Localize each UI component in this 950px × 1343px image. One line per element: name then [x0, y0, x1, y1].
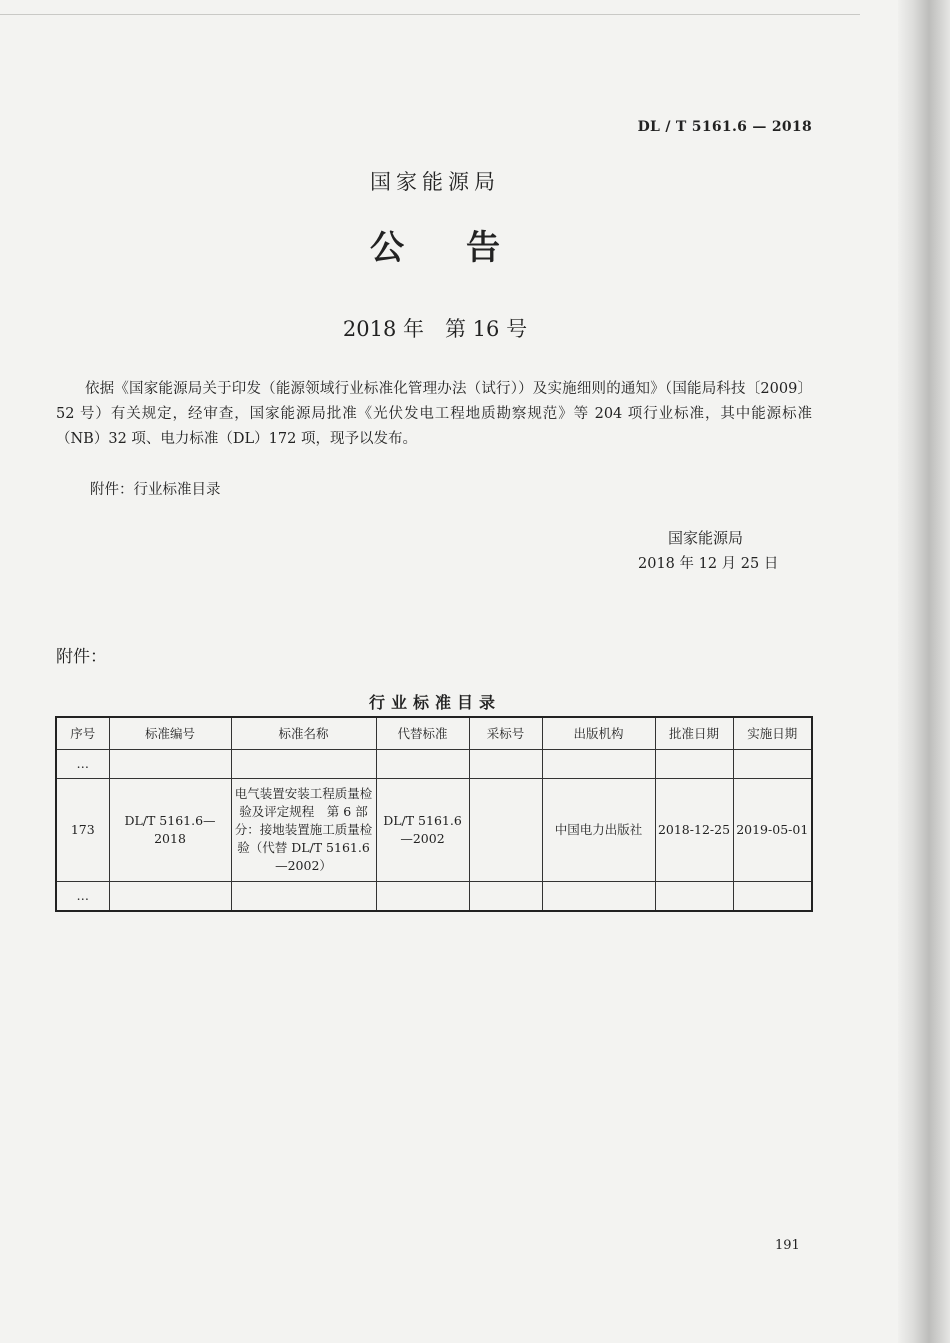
column-header: 实施日期	[733, 717, 812, 750]
approval-date-cell: 2018-12-25	[655, 779, 733, 882]
signature-date: 2018 年 12 月 25 日	[638, 556, 779, 572]
ellipsis-cell: …	[56, 750, 109, 779]
table-header-row	[56, 717, 812, 750]
seq-cell: 173	[56, 779, 109, 882]
scanned-page-edge	[898, 0, 950, 1343]
notice-body: 依据《国家能源局关于印发（能源领域行业标准化管理办法（试行））及实施细则的通知》（国能局科技〔2009〕52 号）有关规定，经审查，国家能源局批准《光伏发电工程地质勘察规范》等 204 项行业标准，其中能源标准（NB）32 项、电力标准（DL）172 项，现予以发布。	[56, 381, 812, 447]
standard-code: DL / T 5161.6 — 2018	[637, 119, 812, 135]
issue-number: 2018 年 第 16 号	[342, 317, 528, 341]
adopted-no-cell	[469, 779, 542, 882]
column-header: 序号	[56, 717, 109, 750]
std-name-cell: 电气装置安装工程质量检验及评定规程 第 6 部分：接地装置施工质量检验（代替 DL/T 5161.6—2002）	[231, 779, 376, 882]
attachment-note: 附件：行业标准目录	[90, 482, 221, 498]
publisher-cell: 中国电力出版社	[542, 779, 655, 882]
table-row	[56, 779, 812, 882]
column-header: 出版机构	[542, 717, 655, 750]
issuer-name: 国家能源局	[370, 170, 500, 194]
column-header: 批准日期	[655, 717, 733, 750]
appendix-label: 附件：	[56, 647, 107, 667]
std-no-cell: DL/T 5161.6—2018	[109, 779, 231, 882]
notice-title: 公告	[370, 228, 562, 268]
replaces-cell: DL/T 5161.6—2002	[376, 779, 469, 882]
ellipsis-cell: …	[56, 882, 109, 912]
signature-org: 国家能源局	[668, 529, 744, 547]
table-row-ellipsis	[56, 750, 812, 779]
column-header: 代替标准	[376, 717, 469, 750]
catalog-title: 行业标准目录	[368, 693, 501, 712]
table-row-ellipsis	[56, 882, 812, 912]
top-rule	[0, 14, 860, 15]
column-header: 标准编号	[109, 717, 231, 750]
standards-catalog-table	[55, 716, 813, 912]
effective-date-cell: 2019-05-01	[733, 779, 812, 882]
column-header: 标准名称	[231, 717, 376, 750]
page-number: 191	[775, 1238, 800, 1253]
column-header: 采标号	[469, 717, 542, 750]
